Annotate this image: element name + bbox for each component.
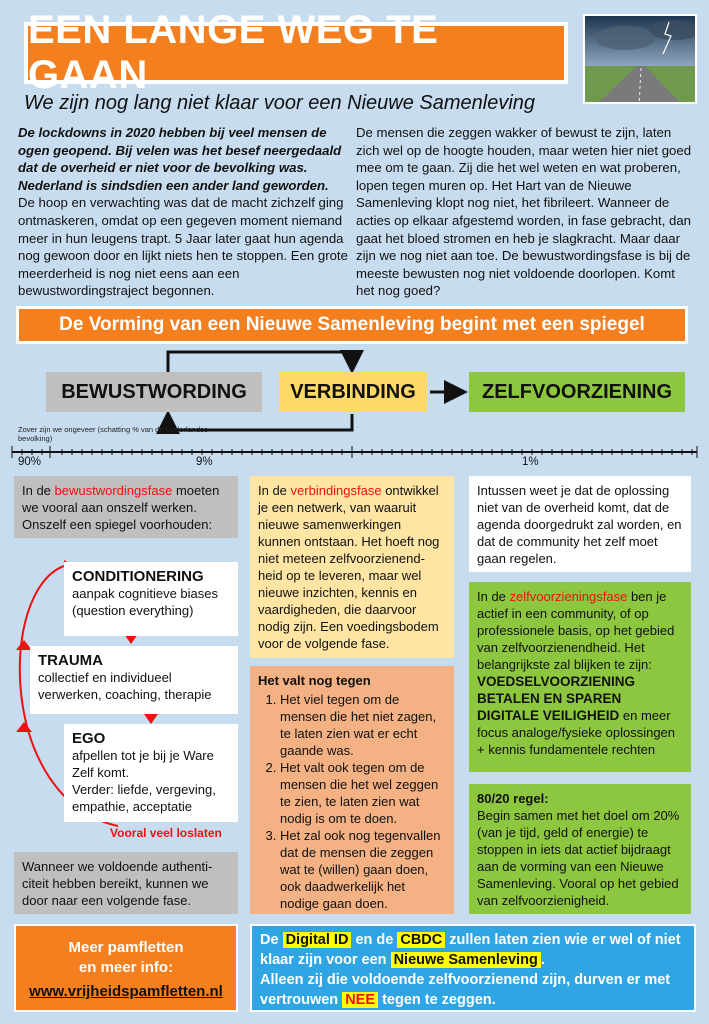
intussen-box: Intussen weet je dat de oplossing niet van de overheid komt, dat de agenda doorgedrukt zal worden, en dat de community het zelf moet gaan regelen. — [469, 476, 691, 572]
bewust-pre: In de — [22, 483, 55, 498]
bewust-phase-word: bewustwordingsfase — [54, 483, 173, 498]
regel-8020-title: 80/20 regel: — [477, 791, 549, 806]
page-title: EEN LANGE WEG TE GAAN — [28, 8, 439, 97]
phase-verbinding: VERBINDING — [279, 372, 427, 412]
digital-w6: tegen te zeggen. — [382, 992, 496, 1008]
voldoende-box: Wanneer we voldoende authenti-citeit hebben bereikt, kunnen we door naar een volgende fase. — [14, 852, 238, 914]
zelf-bold-3: DIGITALE VEILIGHEID — [477, 708, 620, 723]
tegen-box — [250, 666, 454, 914]
card-ego — [64, 724, 238, 822]
info-line-2: en meer info: — [78, 959, 174, 976]
highlight-digital-id: Digital ID — [283, 932, 352, 948]
card-ego-text-1: afpellen tot je bij je Ware Zelf komt. — [72, 748, 214, 780]
regel-8020-text: Begin samen met het doel om 20% (van je tijd, geld of energie) te stoppen in iets dat actief bijdraagt aan de vorming van een Nieuwe Samenleving. Vooral op het gebied van zelfvoorzienigheid. — [477, 808, 680, 908]
digital-w1: De — [260, 932, 279, 948]
zelf-post: ben je actief in een community, of op professionele basis, op het gebied van zelfvoorzienendheid. Het belangrijkste zal blijken te zijn: — [477, 589, 675, 672]
road-illustration — [585, 16, 697, 104]
verbind-pre: In de — [258, 483, 291, 498]
website-link[interactable]: www.vrijheidspamfletten.nl — [29, 983, 223, 1000]
digital-id-box — [250, 924, 696, 1012]
info-line-1: Meer pamfletten — [68, 939, 184, 956]
highlight-cbdc: CBDC — [397, 932, 445, 948]
cycle-arrowhead-low — [16, 722, 32, 732]
card-trauma-text: collectief en individueel verwerken, coaching, therapie — [38, 670, 212, 702]
bewustwording-box — [14, 476, 238, 538]
digital-w3: zullen laten zien wie er wel of niet klaar zijn voor een — [260, 932, 681, 968]
digital-w2: en de — [355, 932, 394, 948]
info-box — [14, 924, 238, 1012]
verbind-phase-word: verbindingsfase — [290, 483, 382, 498]
loop-arrow-top — [168, 352, 352, 372]
scale-label-1: 1% — [522, 456, 539, 468]
phase-zelfvoorziening: ZELFVOORZIENING — [469, 372, 685, 412]
scale-label-9: 9% — [196, 456, 213, 468]
verbind-post: ontwikkel je een netwerk, van waaruit nieuwe samenwerkingen kunnen ontstaan. Het hoeft nog niet meteen zelfvoorzienend-heid op te leveren, maar wel nieuwe inzichten, kennis en vaardigheden, die daarvoor nodig zijn. Een voedingsbodem voor de volgende fase. — [258, 483, 440, 651]
digital-w5: Alleen zij die voldoende zelfvoorzienend zijn, durven er met vertrouwen — [260, 972, 671, 1008]
zelf-tail: en meer focus analoge/fysieke oplossingen + kennis fundamentele rechten — [477, 708, 676, 757]
highlight-nee: NEE — [342, 992, 378, 1008]
card-conditionering — [64, 562, 238, 636]
tegen-item-2: 2. Het valt ook tegen om de mensen die het wel zeggen te zien, te laten zien wat nodig is om te doen. — [280, 759, 446, 827]
road-photo — [583, 14, 697, 104]
scale-label-90: 90% — [18, 456, 42, 468]
scale-note: Zover zijn we ongeveer (schatting % van de Nederlandse bevolking) — [18, 425, 209, 443]
tegen-title: Het valt nog tegen — [258, 673, 371, 688]
zelf-phase-word: zelfvoorzieningsfase — [509, 589, 628, 604]
phase-bewustwording: BEWUSTWORDING — [46, 372, 262, 412]
bewust-post: moeten we vooral aan onszelf werken. Onszelf een spiegel voorhouden: — [22, 483, 220, 532]
card-trauma-title: TRAUMA — [38, 652, 103, 669]
intro-right-column — [356, 124, 694, 300]
digital-w4: . — [540, 952, 545, 968]
title-banner — [24, 8, 568, 97]
card-ego-title: EGO — [72, 730, 106, 747]
zelf-bold-2: BETALEN EN SPAREN — [477, 691, 622, 706]
loslaten-label: Vooral veel loslaten — [110, 826, 222, 840]
highlight-nieuwe-samenleving: Nieuwe Samenleving — [391, 952, 541, 968]
verbinding-box — [250, 476, 454, 658]
card-ego-text-2: Verder: liefde, vergeving, empathie, acceptatie — [72, 782, 216, 814]
intro-left-bold: De lockdowns in 2020 hebben bij veel mensen de ogen geopend. Bij velen was het besef neergedaald dat de overheid er niet voor de bevolking was. Nederland is sindsdien een ander land geworden. — [18, 125, 342, 193]
card-conditionering-title: CONDITIONERING — [72, 568, 204, 585]
card-trauma — [30, 646, 238, 714]
zelf-bold-1: VOEDSELVOORZIENING — [477, 674, 636, 689]
subtitle: We zijn nog lang niet klaar voor een Nieuwe Samenleving — [24, 92, 536, 114]
tegen-item-3: 3. Het zal ook nog tegenvallen dat de mensen die zeggen wat te (willen) gaan doen, ook daadwerkelijk het nodige gaan doen. — [280, 827, 446, 912]
spiegel-banner: De Vorming van een Nieuwe Samenleving begint met een spiegel — [16, 306, 688, 344]
regel-8020-box — [469, 784, 691, 914]
card-conditionering-text: aanpak cognitieve biases (question everything) — [72, 586, 218, 618]
intro-left-column — [18, 124, 348, 300]
intro-left-text: De hoop en verwachting was dat de macht zichzelf ging ontmaskeren, omdat op een gegeven moment niemand meer in hun leugens trapt. 5 Jaar later gaat hun agenda nog gewoon door en lijkt niets hen te stoppen. Een grote meerderheid is nog niet eens aan een bewustwordingstraject begonnen. — [18, 195, 348, 299]
tegen-item-1: 1. Het viel tegen om de mensen die het niet zagen, te laten zien wat er echt gaande was. — [280, 691, 446, 759]
zelfvoorziening-box — [469, 582, 691, 772]
zelf-pre: In de — [477, 589, 510, 604]
intro-right-text: De mensen die zeggen wakker of bewust te zijn, laten zich wel op de hoogte houden, maar weten hier niet goed mee om te gaan. Zij die het wel weten en wat proberen, lopen tegen muren op. Het Hart van de Nieuwe Samenleving klopt nog niet, het fibrileert. Wanneer de acties op elkaar afgestemd worden, in fase gebracht, dan gaat het bloed stromen en heb je slagkracht. Maar daar zijn we nog niet aan toe. De bewustwordingsfase is bij de meeste bewusten nog niet voldoende doorlopen. Komt het nog goed? — [356, 125, 692, 299]
tegen-list — [258, 691, 446, 912]
